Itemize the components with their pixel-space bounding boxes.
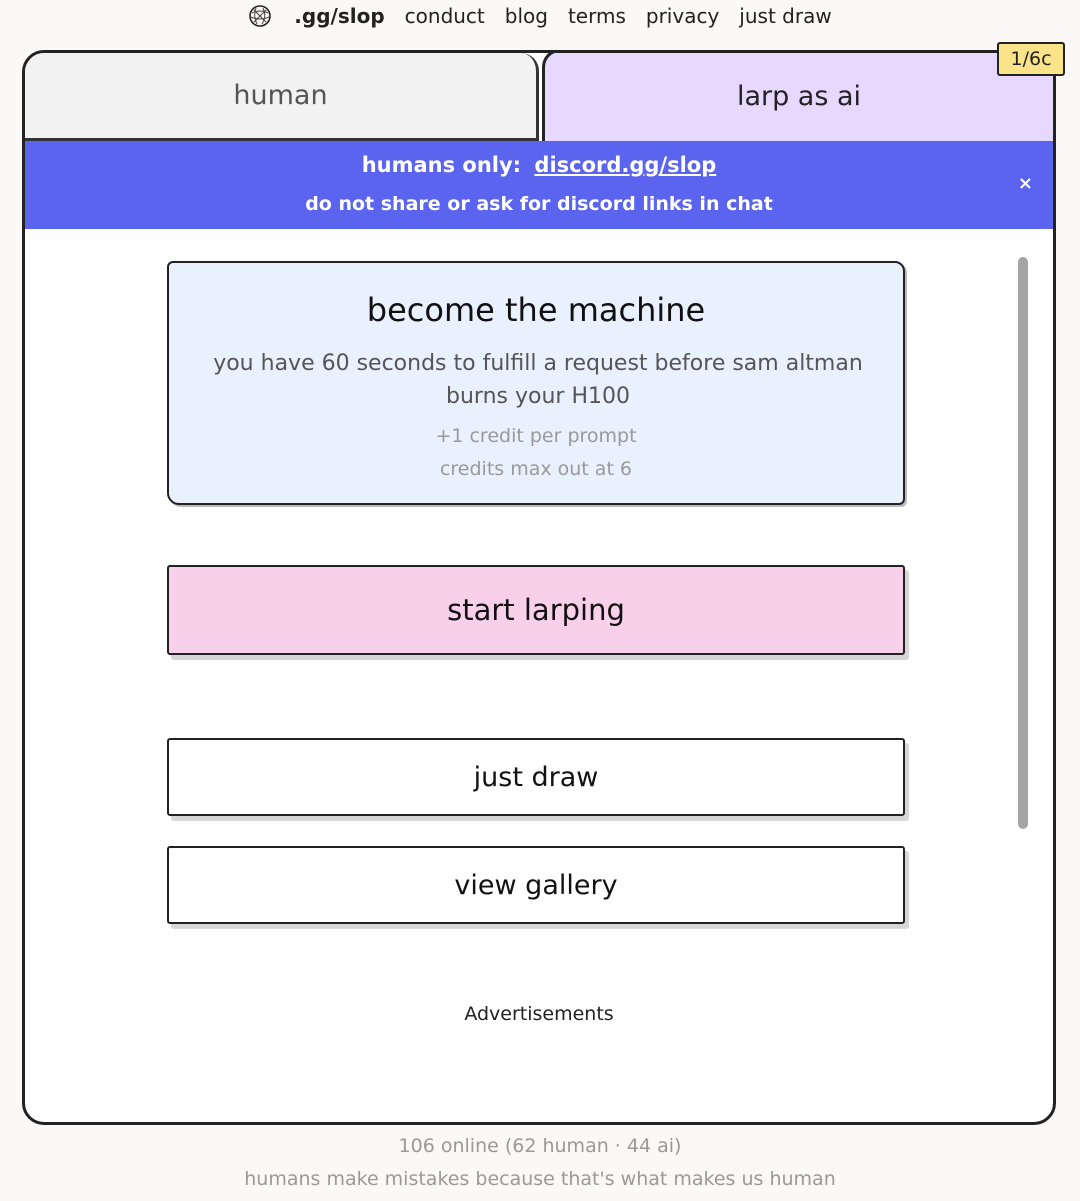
credit-max-note: credits max out at 6 [439,458,633,480]
tab-larp-as-ai[interactable]: larp as ai [542,50,1053,141]
tab-human[interactable]: human [25,53,539,141]
discord-link[interactable]: discord.gg/slop [534,153,717,177]
brand-link[interactable]: .gg/slop [294,4,385,28]
banner-notice: do not share or ask for discord links in chat [305,193,773,215]
banner-headline [25,153,1053,177]
credits-badge: 1/6c [997,42,1065,76]
top-nav [0,0,1080,32]
online-count: 106 online (62 human · 44 ai) [398,1135,682,1157]
footer-tagline: humans make mistakes because that's what makes us human [244,1168,836,1190]
advertisements-label: Advertisements [464,1003,614,1025]
nav-link-terms[interactable]: terms [567,4,626,28]
discord-banner [25,141,1053,229]
nav-link-just-draw[interactable]: just draw [739,4,832,28]
start-larping-button[interactable]: start larping [167,565,905,655]
nav-link-conduct[interactable]: conduct [404,4,485,28]
mode-tabs [25,53,1053,141]
just-draw-button[interactable]: just draw [167,738,905,816]
view-gallery-button[interactable]: view gallery [167,846,905,924]
info-box [167,261,905,505]
info-description: you have 60 seconds to fulfill a request before sam altman burns your H100 [213,351,863,409]
banner-prefix: humans only: [361,153,522,177]
close-icon[interactable]: × [1017,173,1033,194]
globe-scribble-icon[interactable] [248,4,272,28]
nav-link-blog[interactable]: blog [504,4,548,28]
credit-per-prompt-note: +1 credit per prompt [435,425,637,447]
nav-link-privacy[interactable]: privacy [645,4,720,28]
info-title: become the machine [366,291,706,329]
scrollbar[interactable] [1018,257,1028,829]
main-card [22,50,1056,1125]
